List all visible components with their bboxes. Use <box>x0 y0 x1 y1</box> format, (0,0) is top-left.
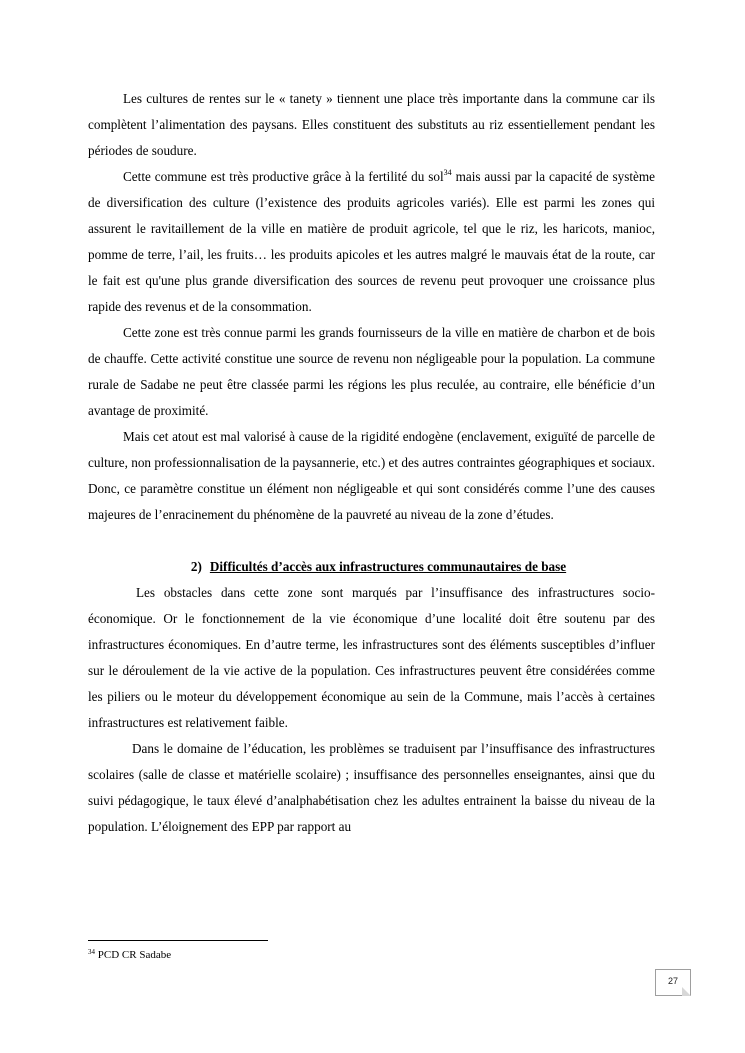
paragraph-productivity <box>88 164 655 320</box>
paragraph-education: Dans le domaine de l’éducation, les problèmes se traduisent par l’insuffisance des infrastructures scolaires (salle de classe et matérielle scolaire) ; insuffisance des personnelles enseignantes, ainsi que du suivi pédagogique, le taux élevé d’analphabétisation chez les adultes entrainent la baisse du niveau de la population. L’éloignement des EPP par rapport au <box>88 741 655 834</box>
page-number: 27 <box>667 976 678 986</box>
footnote-text: PCD CR Sadabe <box>95 949 172 961</box>
footnote <box>88 947 171 963</box>
section-number: 2) <box>190 559 202 574</box>
paragraph-obstacles: Les obstacles dans cette zone sont marqués par l’insuffisance des infrastructures socio- économique. Or le fonctionnement de la vie économique d’une localité doit être soutenu par des infrastructures économiques. En d’autre terme, les infrastructures sont des éléments susceptibles d’influer sur le déroulement de la vie active de la population. Ces infrastructures peuvent être considérées comme les piliers ou le moteur du développement économique au sein de la Commune, mais l’accès à certaines infrastructures est relativement faible. <box>88 585 655 730</box>
section-heading <box>88 554 655 580</box>
paragraph-constraints: Mais cet atout est mal valorisé à cause de la rigidité endogène (enclavement, exiguïté de parcelle de culture, non professionnalisation de la paysannerie, etc.) et des autres contraintes géographiques et sociaux. Donc, ce paramètre constitue un élément non négligeable et qui sont considérés comme l’une des causes majeures de l’enracinement du phénomène de la pauvreté au niveau de la zone d’études. <box>88 429 655 522</box>
footnote-separator <box>88 940 268 941</box>
paragraph-cash-crops: Les cultures de rentes sur le « tanety » tiennent une place très importante dans la commune car ils complètent l’alimentation des paysans. Elles constituent des substituts au riz essentiellement pendant les périodes de soudure. <box>88 91 655 158</box>
paragraph-productivity-end: mais aussi par la capacité de système de diversification des culture (l’existence des produits agricoles variés). Elle est parmi les zones qui assurent le ravitaillement de la ville en matière de produit agricole, tel que le riz, les haricots, manioc, pomme de terre, l’ail, les fruits… les produits apicoles et les autres malgré le mauvais état de la route, car le fait est qu'une plus grande diversification des sources de revenu peut provoquer une croissance plus rapide des revenus et de la consommation. <box>88 169 655 314</box>
page-body <box>88 86 655 840</box>
footnote-number: 34 <box>88 948 95 956</box>
page-number-box <box>655 969 691 996</box>
paragraph-productivity-start: Cette commune est très productive grâce à la fertilité du sol <box>123 169 444 184</box>
footnote-reference[interactable]: 34 <box>443 168 452 177</box>
section-title: Difficultés d’accès aux infrastructures communautaires de base <box>209 559 567 574</box>
paragraph-charcoal: Cette zone est très connue parmi les grands fournisseurs de la ville en matière de charbon et de bois de chauffe. Cette activité constitue une source de revenu non négligeable pour la population. La commune rurale de Sadabe ne peut être classée parmi les régions les plus reculée, au contraire, elle bénéficie d’un avantage de proximité. <box>88 325 655 418</box>
page-curl-icon <box>682 987 691 996</box>
